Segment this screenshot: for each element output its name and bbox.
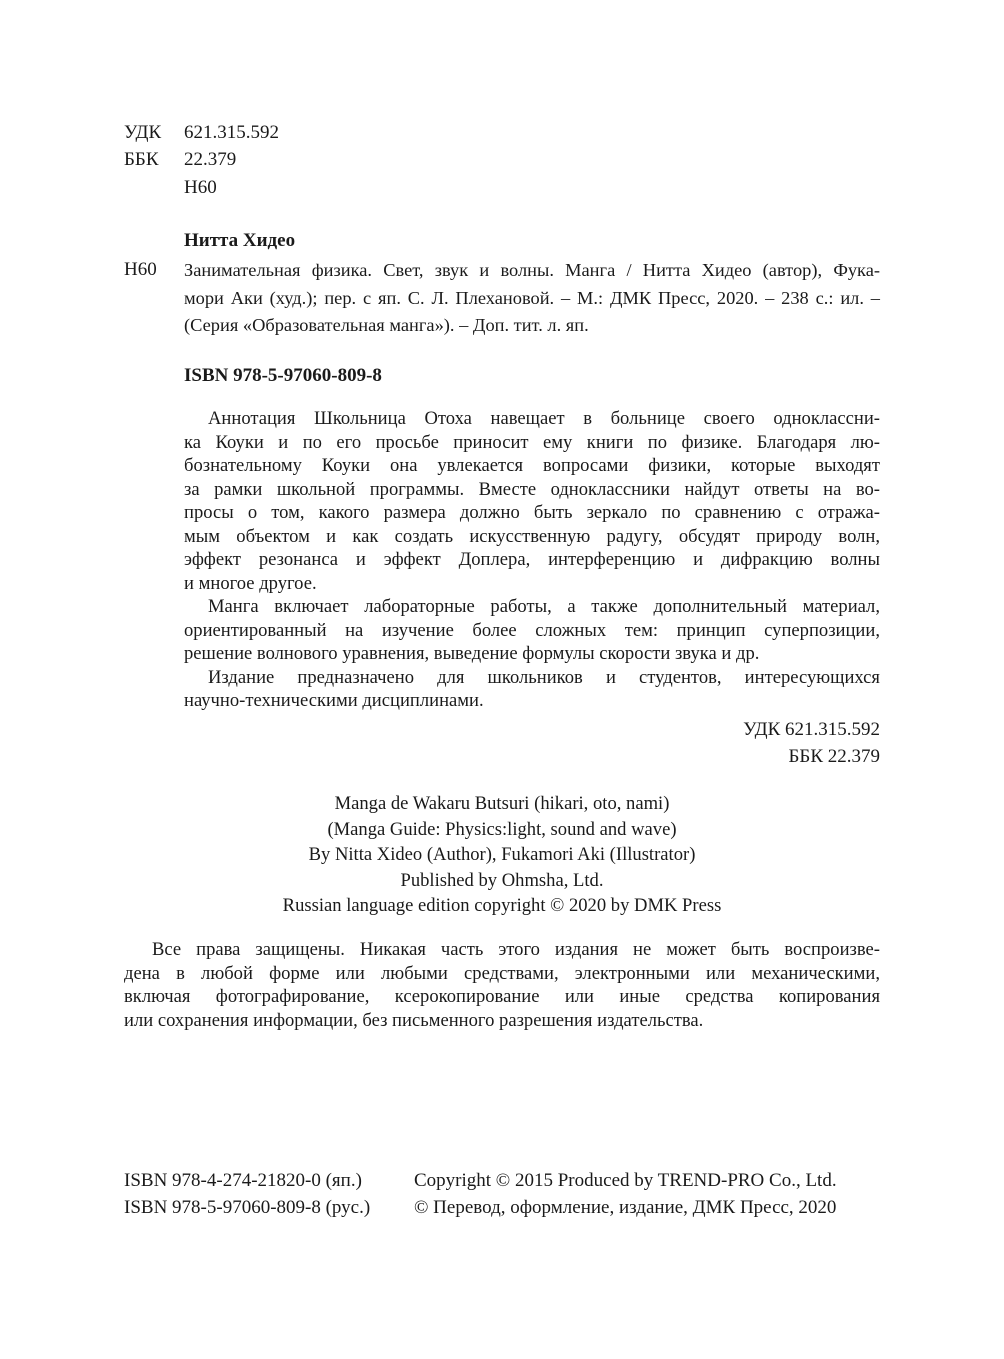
rights-line: или сохранения информации, без письменного разрешения издательства. [124, 1009, 704, 1031]
rights-line: Все права защищены. Никакая часть этого издания не может быть воспроизве- [152, 939, 880, 960]
bbk-label: ББК [124, 149, 159, 170]
rights-line: дена в любой форме или любыми средствами, электронными или механическими, [124, 962, 880, 984]
rights-notice [124, 938, 880, 1032]
annotation-line: ка Коуки и по его просьбе приносит ему книги по физике. Благодаря лю- [184, 431, 880, 453]
annotation [184, 407, 880, 713]
right-codes [743, 716, 880, 770]
original-edition-line: Published by Ohmsha, Ltd. [400, 869, 604, 891]
author-heading: Нитта Хидео [184, 230, 296, 251]
original-edition-line: By Nitta Xideo (Author), Fukamori Aki (Illustrator) [308, 844, 696, 865]
annotation-line: научно-техническими дисциплинами. [184, 690, 484, 711]
annotation-line: Манга включает лабораторные работы, а также дополнительный материал, [208, 596, 880, 617]
annotation-line: за рамки школьной программы. Вместе одноклассники найдут ответы на во- [184, 478, 880, 500]
udk-value: 621.315.592 [184, 122, 279, 143]
annotation-line: и многое другое. [184, 572, 317, 594]
entry-line: Занимательная физика. Свет, звук и волны. Манга / Нитта Хидео (автор), Фука- [184, 260, 880, 280]
rights-line: включая фотографирование, ксерокопирование или иные средства копирования [124, 986, 880, 1007]
annotation-line: Издание предназначено для школьников и студентов, интересующихся [208, 666, 880, 688]
original-edition-line: (Manga Guide: Physics:light, sound and wave) [327, 818, 677, 840]
annotation-line: просы о том, какого размера должно быть зеркало по сравнению с отража- [184, 502, 880, 523]
annotation-line: мым объектом и как создать искусственную радугу, обсудят природу волн, [184, 525, 880, 547]
annotation-line: Аннотация Школьница Отоха навещает в больнице своего одноклассни- [208, 408, 880, 429]
original-edition [124, 791, 880, 919]
right-udk: УДК 621.315.592 [743, 719, 880, 740]
original-edition-line: Russian language edition copyright © 2020 by DMK Press [282, 895, 722, 916]
annotation-line: бознательному Коуки она увлекается вопросами физики, которые выходят [184, 455, 880, 476]
footer-copyright-translation: © Перевод, оформление, издание, ДМК Пресс, 2020 [414, 1197, 837, 1218]
entry-description [184, 257, 880, 340]
footer-isbn-jp: ISBN 978-4-274-21820-0 (яп.) [124, 1170, 362, 1191]
bbk-value: 22.379 [184, 149, 237, 170]
annotation-line: решение волнового уравнения, выведение формулы скорости звука и др. [184, 643, 760, 664]
annotation-line: ориентированный на изучение более сложных тем: принцип суперпозиции, [184, 619, 880, 641]
entry-line: мори Аки (худ.); пер. с яп. С. Л. Плехановой. – М.: ДМК Пресс, 2020. – 238 с.: ил. – [184, 287, 880, 308]
entry-line: (Серия «Образовательная манга»). – Доп. тит. л. яп. [184, 315, 589, 335]
footer-copyright-original: Copyright © 2015 Produced by TREND-PRO Co., Ltd. [414, 1170, 837, 1191]
entry-isbn: ISBN 978-5-97060-809-8 [184, 365, 382, 386]
right-bbk: ББК 22.379 [788, 746, 880, 767]
annotation-line: эффект резонанса и эффект Доплера, интерференцию и дифракцию волны [184, 549, 880, 570]
author-mark: Н60 [184, 177, 217, 198]
udk-label: УДК [124, 122, 162, 143]
original-edition-line: Manga de Wakaru Butsuri (hikari, oto, nami) [334, 793, 670, 814]
entry-mark: Н60 [124, 259, 157, 280]
footer-isbn-ru: ISBN 978-5-97060-809-8 (рус.) [124, 1197, 371, 1218]
